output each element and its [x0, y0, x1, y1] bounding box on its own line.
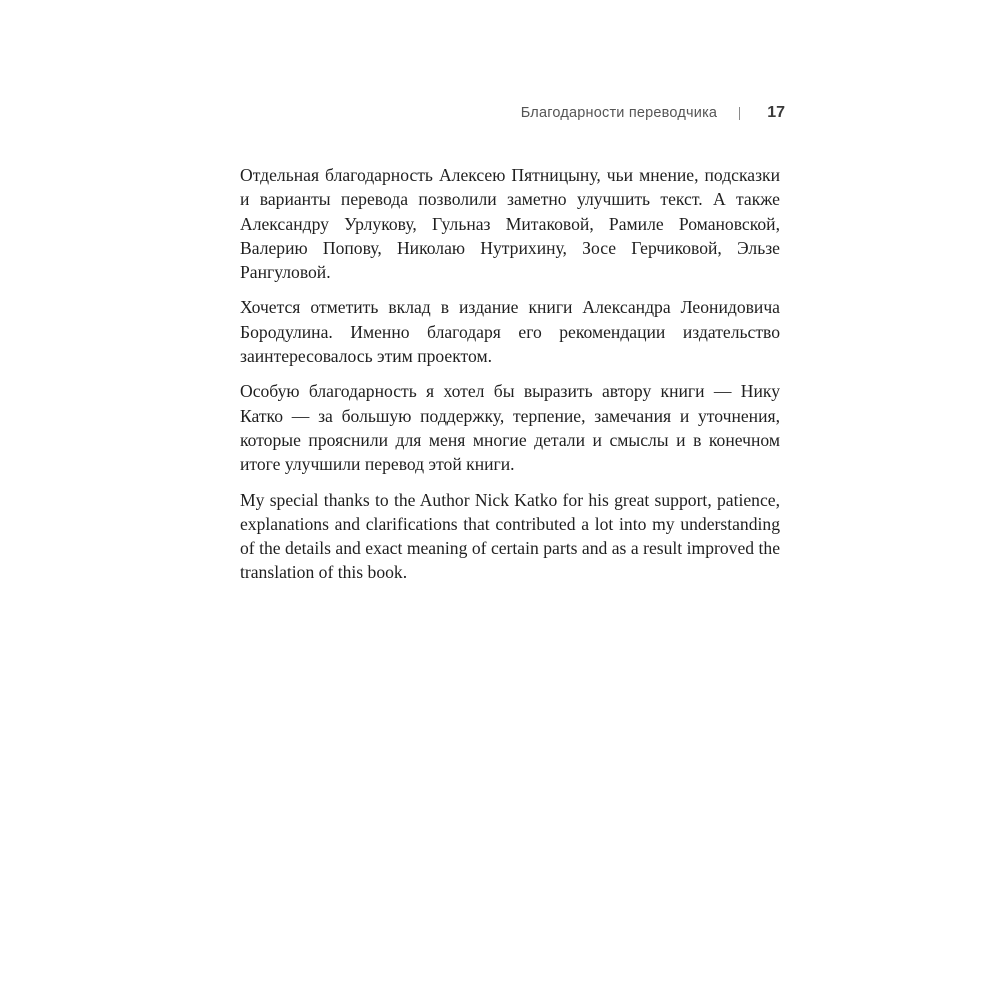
page-number: 17 [767, 104, 785, 121]
paragraph-thanks-pyatnitsyn: Отдельная благодарность Алексею Пятницыну, чьи мнение, подсказки и варианты перевода позволили заметно улучшить текст. А также Александру Урлукову, Гульназ Митаковой, Рамиле Романовской, Валерию Попову, Николаю Нутрихину, Зосе Герчиковой, Эльзе Рангуловой. [240, 165, 780, 283]
paragraph-thanks-author-en: My special thanks to the Author Nick Katko for his great support, patience, explanations and clarifications that contributed a lot into my understanding of the details and exact meaning of certain parts and as a result improved the translation of this book. [240, 489, 780, 583]
body-text [240, 163, 780, 596]
running-title: Благодарности переводчика [520, 105, 718, 121]
running-header [521, 101, 785, 125]
paragraph-thanks-borodulin: Хочется отметить вклад в издание книги Александра Леонидовича Бородулина. Именно благодаря его рекомендации издательство заинтересовалось этим проектом. [240, 297, 780, 367]
paragraph-thanks-author-ru: Особую благодарность я хотел бы выразить автору книги — Нику Катко — за большую поддержку, терпение, замечания и уточнения, которые прояснили для меня многие детали и смыслы и в конечном итоге улучшили перевод этой книги. [240, 381, 780, 475]
header-divider [739, 107, 740, 120]
